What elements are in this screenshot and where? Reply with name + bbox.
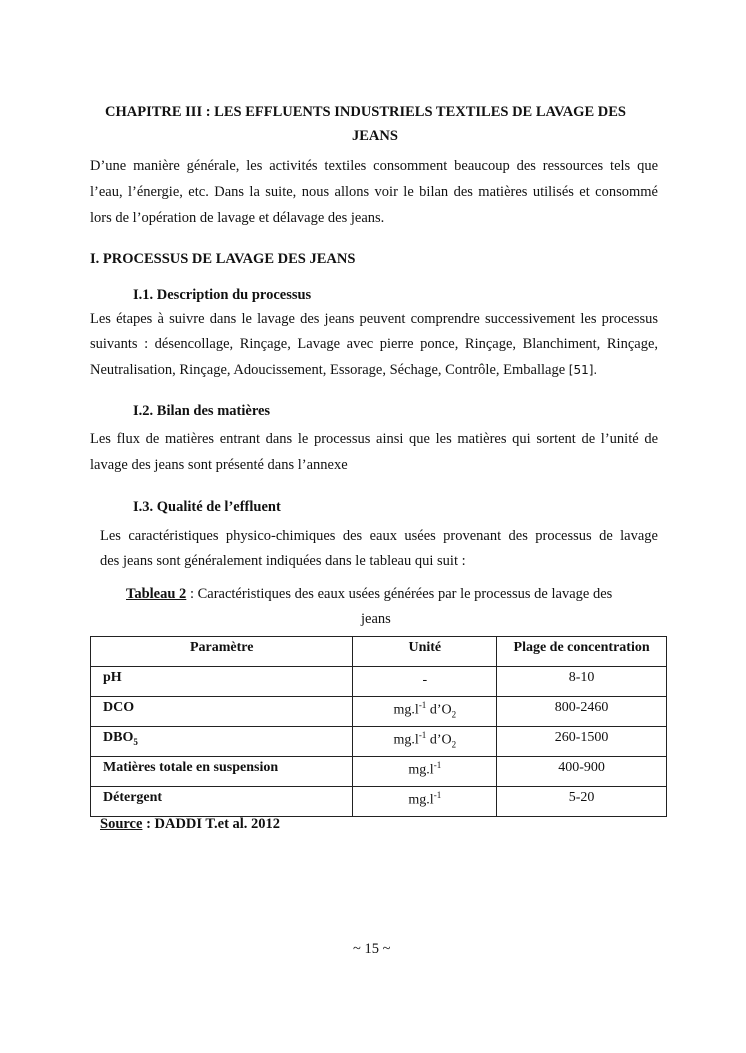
header-plage: Plage de concentration (497, 637, 667, 667)
chapter-title-line2: JEANS (352, 128, 398, 144)
intro-line1: D’une manière générale, les activités textiles consomment beaucoup des ressources tels que (90, 158, 658, 174)
s13-line1: Les caractéristiques physico-chimiques des eaux usées provenant des processus de lavage (100, 528, 658, 544)
chapter-title-line1: CHAPITRE III : LES EFFLUENTS INDUSTRIELS TEXTILES DE LAVAGE DES (105, 104, 626, 120)
table-row (91, 787, 667, 817)
citation-ref: [51]. (568, 363, 598, 377)
cell-plage: 8-10 (497, 667, 667, 697)
table-row (91, 727, 667, 757)
header-unite: Unité (353, 637, 497, 667)
cell-parametre: pH (91, 667, 353, 697)
s13-line2: des jeans sont généralement indiquées dans le tableau qui suit : (100, 553, 466, 569)
cell-unite: - (353, 667, 497, 697)
caption-label: Tableau 2 (126, 586, 187, 602)
cell-parametre: $DBO_5$ (91, 727, 353, 757)
cell-unite: $mg.l^{-1}$ (353, 757, 497, 787)
subsection-heading-1-1: I.1. Description du processus (133, 287, 312, 303)
s11-line1: Les étapes à suivre dans le lavage des jeans peuvent comprendre successivement les processus (90, 311, 658, 327)
page-number: ~ 15 ~ (353, 941, 391, 957)
intro-line3: lors de l’opération de lavage et délavage des jeans. (90, 210, 385, 226)
s12-line2: lavage des jeans sont présenté dans l’annexe (90, 457, 348, 473)
cell-parametre: DCO (91, 697, 353, 727)
caption-text: : Caractéristiques des eaux usées générées par le processus de lavage des (186, 586, 613, 602)
source-label: Source (100, 816, 143, 832)
table-row (91, 757, 667, 787)
cell-plage: 5-20 (497, 787, 667, 817)
cell-unite: $mg.l^{-1}$ $d’O_2$ (353, 697, 497, 727)
table-row (91, 667, 667, 697)
subsection-heading-1-3: I.3. Qualité de l’effluent (133, 499, 281, 515)
cell-parametre: Matières totale en suspension (91, 757, 353, 787)
table-caption (126, 586, 612, 603)
table-header-row (91, 637, 667, 667)
section-heading-1: I. PROCESSUS DE LAVAGE DES JEANS (90, 251, 356, 267)
source-text: : DADDI T.et al. 2012 (142, 816, 281, 832)
effluent-table (90, 636, 667, 817)
s11-line3: Neutralisation, Rinçage, Adoucissement, Essorage, Séchage, Contrôle, Emballage [51]. (90, 362, 598, 378)
s11-line2: suivants : désencollage, Rinçage, Lavage avec pierre ponce, Rinçage, Blanchiment, Rinçage, (90, 336, 658, 352)
cell-unite: $mg.l^{-1}$ (353, 787, 497, 817)
table-caption-line2: jeans (361, 611, 391, 627)
cell-plage: 260-1500 (497, 727, 667, 757)
table-row (91, 697, 667, 727)
cell-unite: $mg.l^{-1}$ $d’O_2$ (353, 727, 497, 757)
cell-plage: 400-900 (497, 757, 667, 787)
s12-line1: Les flux de matières entrant dans le processus ainsi que les matières qui sortent de l’unité de (90, 431, 658, 447)
cell-plage: 800-2460 (497, 697, 667, 727)
subsection-heading-1-2: I.2. Bilan des matières (133, 403, 271, 419)
source-line (100, 816, 280, 833)
cell-parametre: Détergent (91, 787, 353, 817)
header-parametre: Paramètre (91, 637, 353, 667)
intro-line2: l’eau, l’énergie, etc. Dans la suite, nous allons voir le bilan des matières utilisés et consommé (90, 184, 658, 200)
